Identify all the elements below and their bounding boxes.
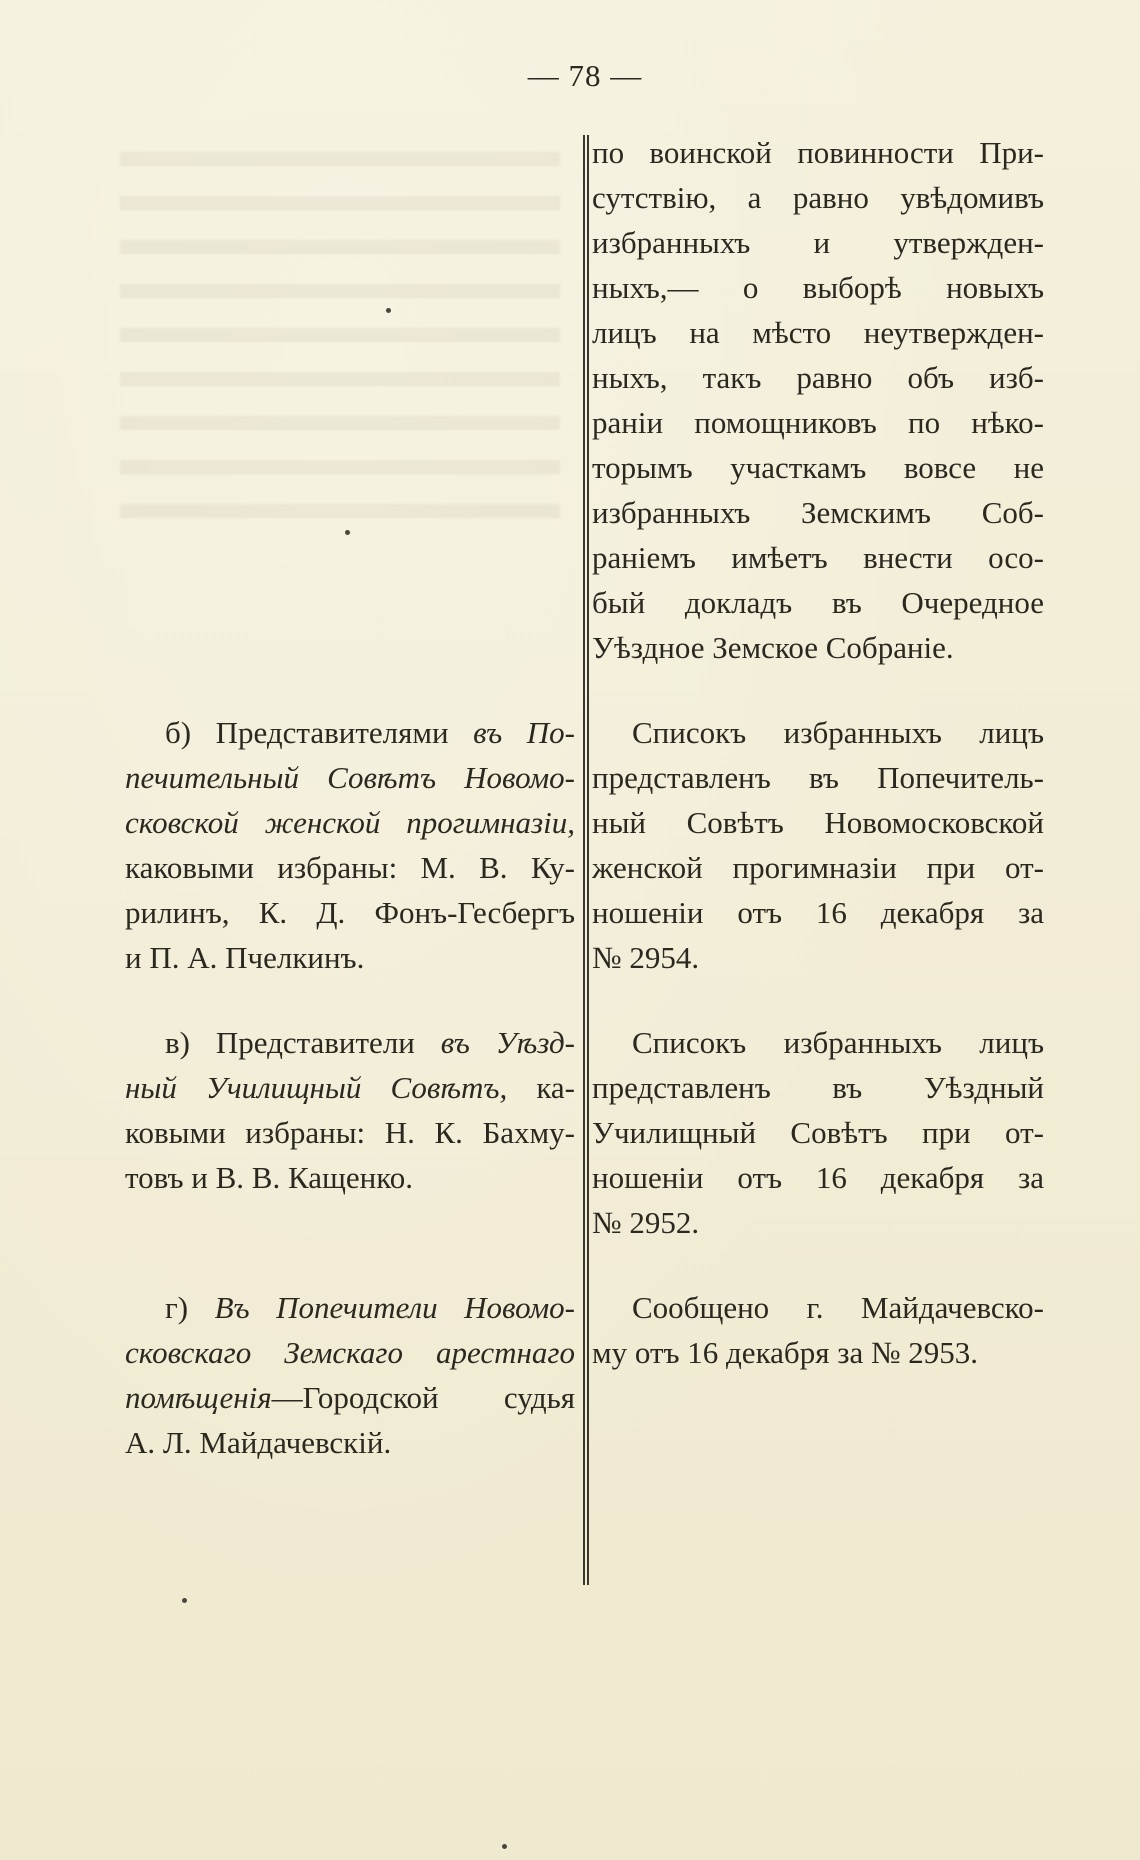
text-line: раніемъ имѣетъ внести осо- [592,540,1044,575]
ink-speck [502,1844,507,1849]
text-line: ношеніи отъ 16 декабря за [592,895,1044,930]
text-line: представленъ въ Уѣздный [592,1070,1044,1105]
italic-text: печительный Совѣтъ Новомо- [125,760,575,795]
text-line: Списокъ избранныхъ лицъ [632,715,1044,750]
text-line: Уѣздное Земское Собраніе. [592,630,954,665]
text-line: ношеніи отъ 16 декабря за [592,1160,1044,1195]
text-run: г) [165,1290,215,1325]
ink-speck [386,308,391,313]
text-line: и П. А. Пчелкинъ. [125,940,365,975]
italic-text: въ Уѣзд- [440,1025,575,1060]
italic-text: сковскаго Земскаго арестнаго [125,1335,575,1370]
text-line: женской прогимназіи при от- [592,850,1044,885]
text-run: ка- [507,1070,575,1105]
text-line: бый докладъ въ Очередное [592,585,1044,620]
text-line: лицъ на мѣсто неутвержден- [592,315,1044,350]
text-line: Списокъ избранныхъ лицъ [632,1025,1044,1060]
text-run: в) Представители [165,1025,441,1060]
text-line: му отъ 16 декабря за № 2953. [592,1335,979,1370]
text-line: раніи помощниковъ по нѣко- [592,405,1044,440]
text-line: № 2952. [592,1205,700,1240]
text-line: представленъ въ Попечитель- [592,760,1044,795]
text-line [125,1065,575,1110]
italic-text: ный Училищный Совѣтъ, [125,1070,508,1105]
right-v-paragraph [592,1020,1044,1245]
text-line: Сообщено г. Майдачевско- [632,1290,1044,1325]
text-line: избранныхъ и утвержден- [592,225,1044,260]
text-run: —Городской судья [271,1380,575,1415]
text-line: ныхъ,— о выборѣ новыхъ [592,270,1044,305]
text-line [125,1285,575,1330]
italic-text: сковской женской прогимназіи, [125,805,575,840]
text-line [125,710,575,755]
text-line: ковыми избраны: Н. К. Бахму- [125,1115,575,1150]
right-b-paragraph [592,710,1044,980]
text-line: Училищный Совѣтъ при от- [592,1115,1044,1150]
left-b-paragraph [125,710,575,980]
text-line: рилинъ, К. Д. Фонъ-Гесбергъ [125,895,575,930]
italic-text: Въ Попечители Новомо- [214,1290,575,1325]
text-line [125,1020,575,1065]
text-line: ныхъ, такъ равно объ изб- [592,360,1044,395]
text-run: б) Представителями [165,715,474,750]
right-top-paragraph [592,130,1044,670]
ink-speck [182,1598,187,1603]
italic-text: помѣщенія [125,1380,272,1415]
italic-text: въ По- [473,715,575,750]
text-line: по воинской повинности При- [592,135,1044,170]
text-line: товъ и В. В. Кащенко. [125,1160,413,1195]
left-g-paragraph [125,1285,575,1465]
text-line: ный Совѣтъ Новомосковской [592,805,1044,840]
left-v-paragraph [125,1020,575,1200]
text-line: каковыми избраны: М. В. Ку- [125,850,575,885]
column-divider [583,135,589,1585]
text-line: торымъ участкамъ вовсе не [592,450,1044,485]
text-line [125,1375,575,1420]
text-line: № 2954. [592,940,700,975]
text-line: А. Л. Майдачевскій. [125,1425,392,1460]
text-line: сутствію, а равно увѣдомивъ [592,180,1044,215]
page-number: — 78 — [527,58,643,93]
text-line: избранныхъ Земскимъ Соб- [592,495,1044,530]
right-g-paragraph [592,1285,1044,1375]
ink-speck [345,530,350,535]
bleed-through-text [120,128,560,538]
